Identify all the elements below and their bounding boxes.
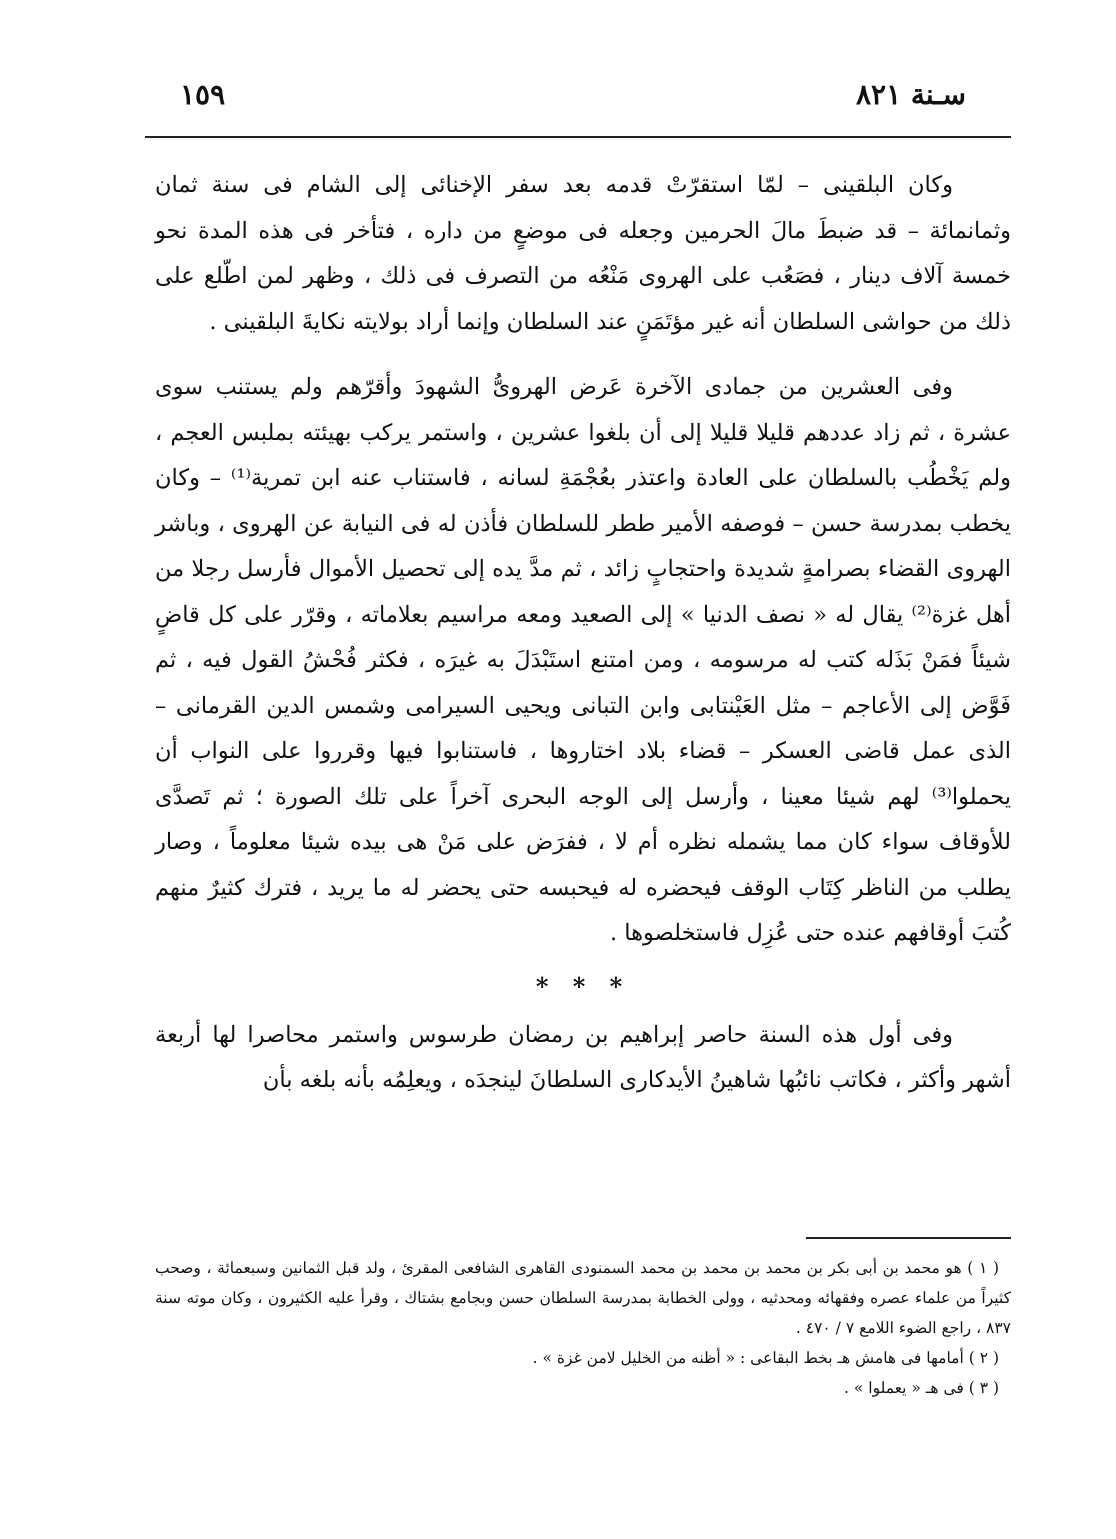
- footnote-rule: [806, 1237, 1011, 1239]
- paragraph: وكان البلقينى – لمّا استقرّتْ قدمه بعد سفر الإخنائى إلى الشام فى سنة ثمان وثمانمائة – قد ضبطَ مالَ الحرمين وجعله فى موضعٍ من داره ، فتأخر فى هذه المدة نحو خمسة آلاف دينار ، فصَعُب على الهروى مَنْعُه من التصرف فى ذلك ، وظهر لمن اطّلع على ذلك من حواشى السلطان أنه غير مؤتَمَنٍ عند السلطان وإنما أراد بولايته نكايةَ البلقينى .: [155, 172, 1011, 335]
- running-header: [180, 78, 966, 118]
- paragraph: وفى أول هذه السنة حاصر إبراهيم بن رمضان طرسوس واستمر محاصرا لها أربعة أشهر وأكثر ، فكاتب نائبُها شاهينُ الأيدكارى السلطانَ لينجدَه ، ويعلِمُه بأنه بلغه بأن: [155, 1021, 1011, 1093]
- header-rule: [145, 136, 1011, 138]
- running-title-year: سـنة ٨٢١: [856, 78, 966, 111]
- footnote: ( ١ ) هو محمد بن أبى بكر بن محمد بن محمد بن محمد السمنودى القاهرى الشافعى المقرئ ، ولد قبل الثمانين وسبعمائة ، وصحب كثيراً من علماء عصره وفقهائه ومحدثيه ، وولى الخطابة بمدرسة السلطان حسن وبجامع بشتاك ، وقرأ عليه الكثيرون ، وكان موته سنة ٨٣٧ ، راجع الضوء اللامع ٧ / ٤٧٠ .: [155, 1259, 1011, 1337]
- paragraph: وفى العشرين من جمادى الآخرة عَرض الهروىُّ الشهودَ وأقرّهم ولم يستنب سوى عشرة ، ثم زاد عددهم قليلا قليلا إلى أن بلغوا عشرين ، واستمر يركب بهيئته بملبس العجم ، ولم يَخْطُب بالسلطان على العادة واعتذر بعُجْمَةِ لسانه ، فاستناب عنه ابن تمرية⁽¹⁾ – وكان يخطب بمدرسة حسن – فوصفه الأمير ططر للسلطان فأذن له فى النيابة عن الهروى ، وباشر الهروى القضاء بصرامةٍ شديدة واحتجابٍ زائد ، ثم مدَّ يده إلى تحصيل الأموال فأرسل رجلا من أهل غزة⁽²⁾ يقال له « نصف الدنيا » إلى الصعيد ومعه مراسيم بعلاماته ، وقرّر على كل قاضٍ شيئاً فمَنْ بَذَله كتب له مرسومه ، ومن امتنع استَبْدَلَ به غيرَه ، فكثر فُحْشُ القول فيه ، ثم فَوَّض إلى الأعاجم – مثل العَيْنتابى وابن التبانى ويحيى السيرامى وشمس الدين القرمانى – الذى عمل قاضى العسكر – قضاء بلاد اختاروها ، فاستنابوا فيها وقرروا على النواب أن يحملوا⁽³⁾ لهم شيئا معينا ، وأرسل إلى الوجه البحرى آخراً على تلك الصورة ؛ ثم تَصدَّى للأوقاف سواء كان مما يشمله نظره أم لا ، ففرَض على مَنْ هى بيده شيئا معلوماً ، وصار يطلب من الناظر كِتَاب الوقف فيحضره له فيحبسه حتى يحضر له ما يريد ، فترك كثيرٌ منهم كُتبَ أوقافهم عنده حتى عُزِل فاستخلصوها .: [155, 374, 1011, 946]
- section-separator: * * *: [535, 971, 631, 1001]
- main-text: [155, 163, 1011, 1104]
- footnote: ( ٣ ) فى هـ « يعملوا » .: [844, 1379, 999, 1397]
- footnote: ( ٢ ) أمامها فى هامش هـ بخط البقاعى : « أظنه من الخليل لامن غزة » .: [532, 1349, 999, 1367]
- footnotes: [155, 1253, 1011, 1403]
- page-number: ١٥٩: [180, 78, 226, 111]
